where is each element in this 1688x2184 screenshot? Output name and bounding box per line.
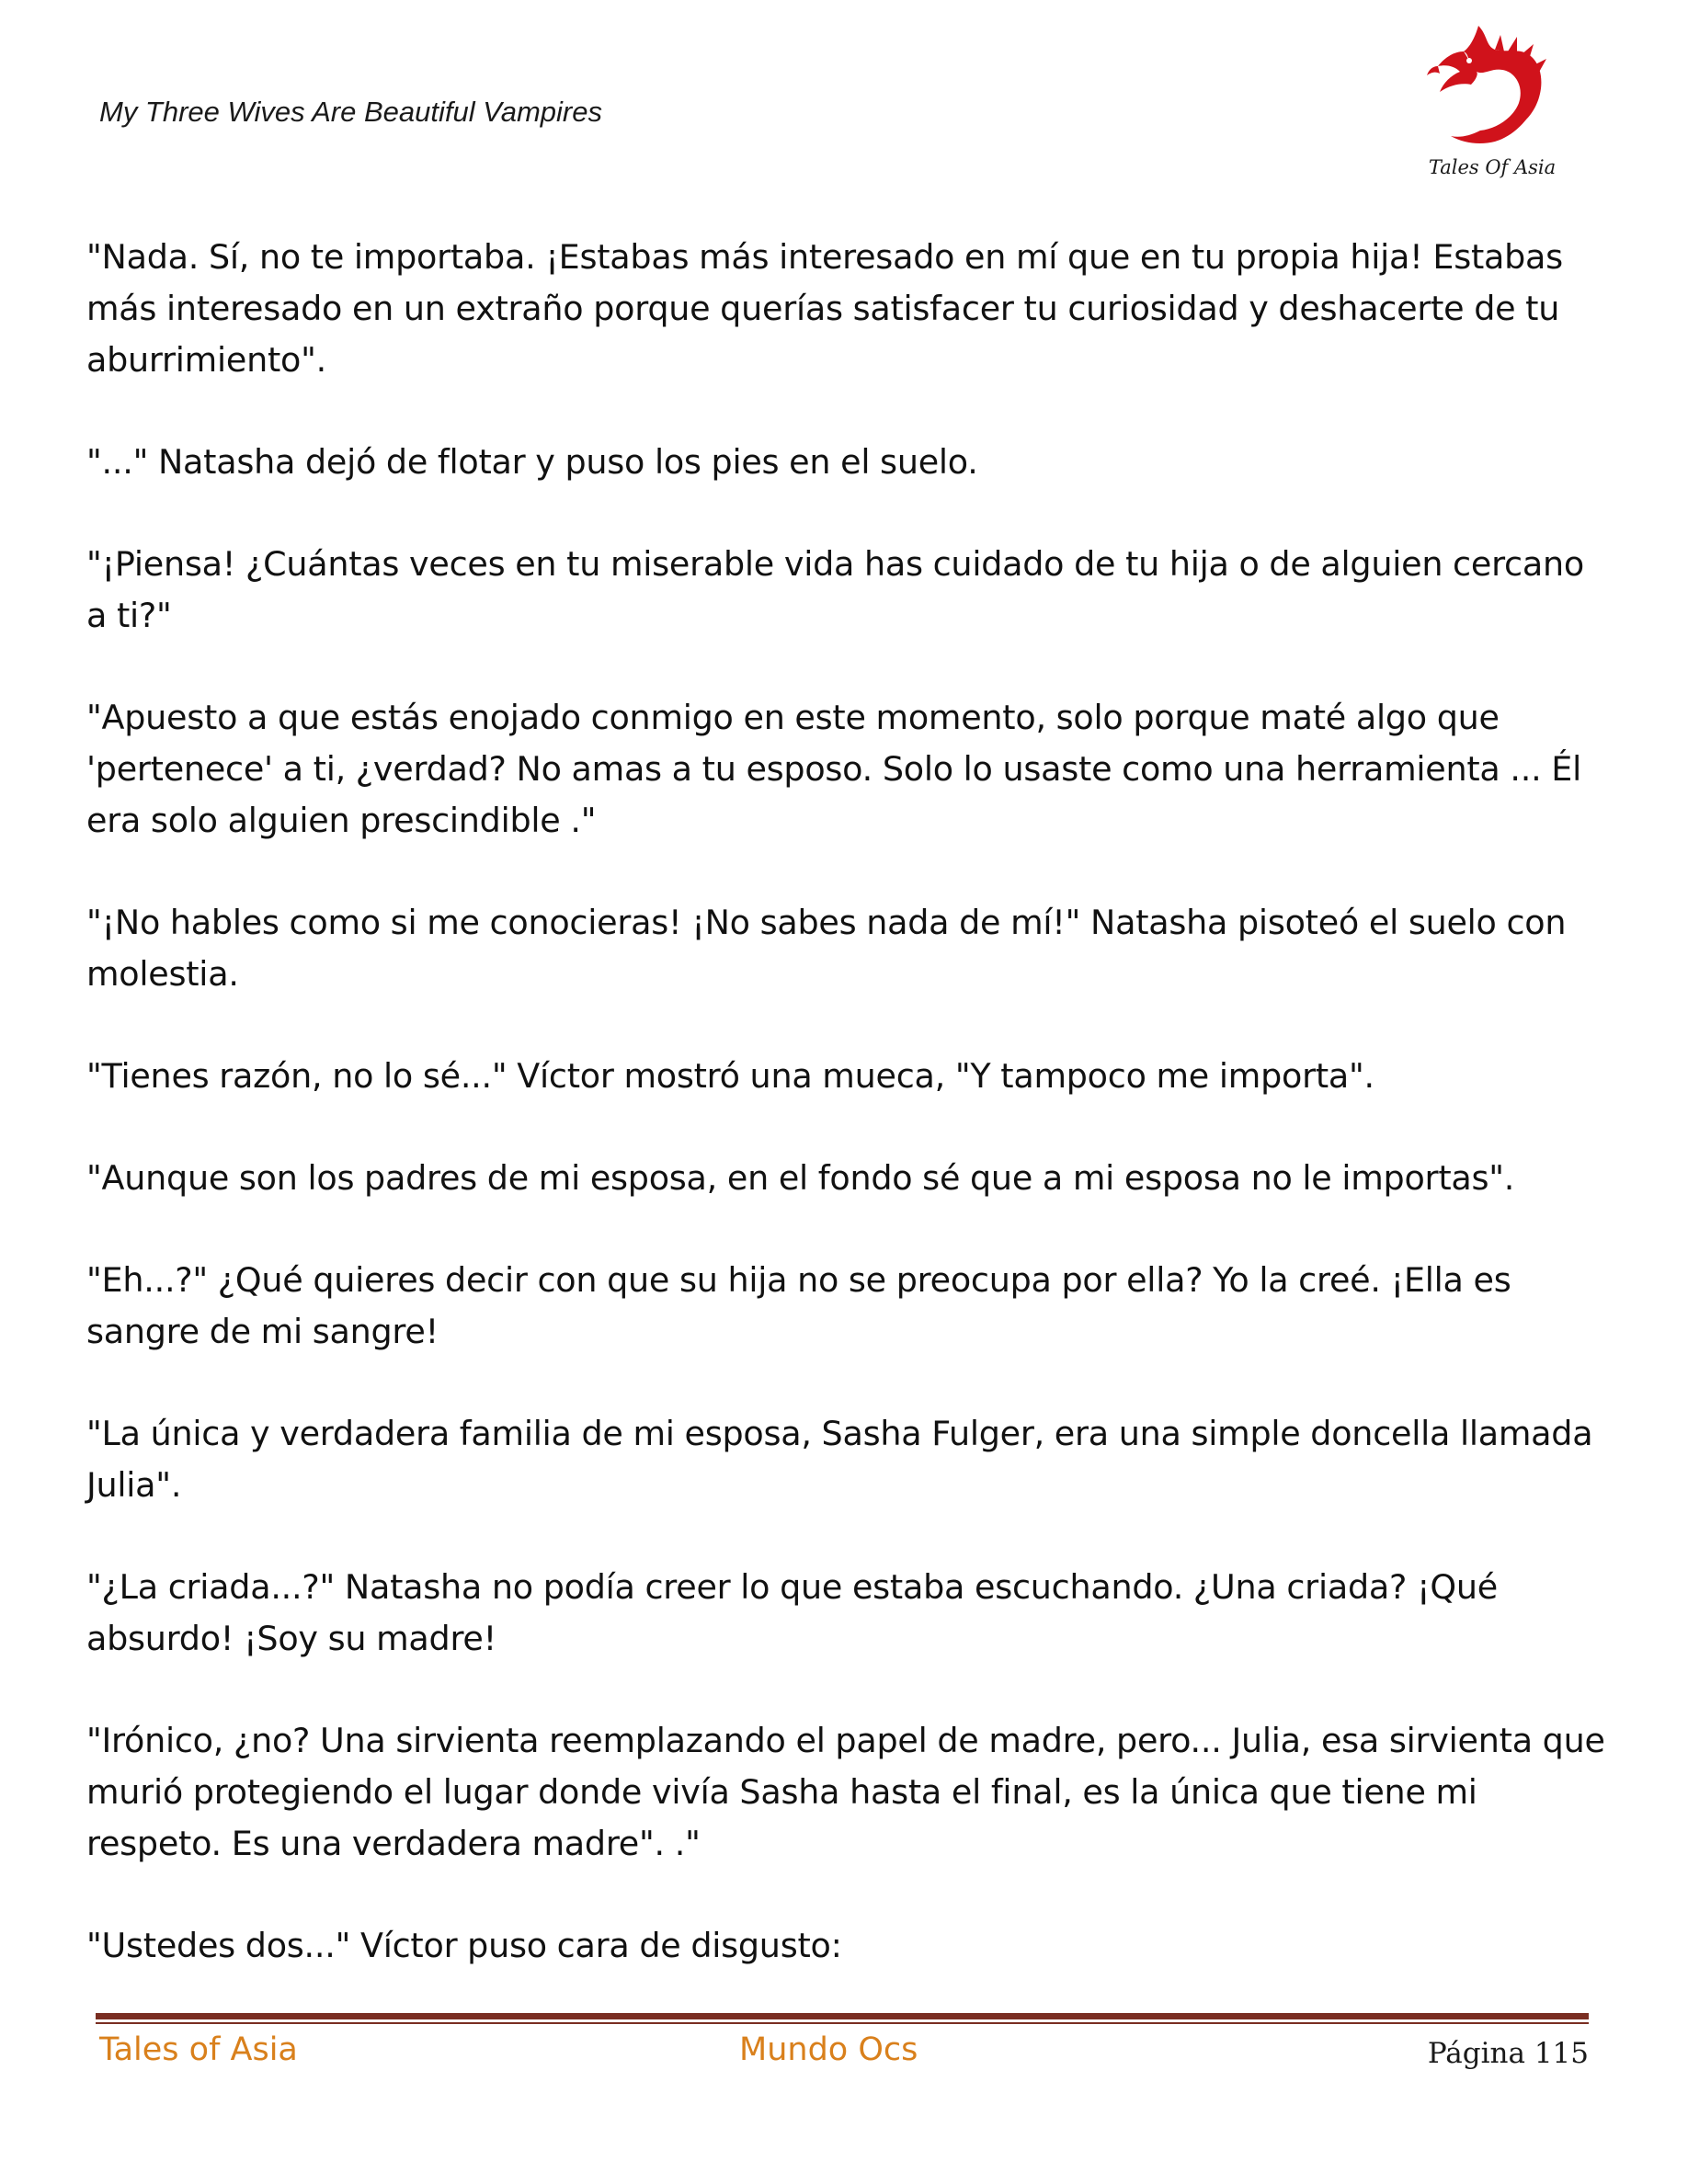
paragraph: "La única y verdadera familia de mi esposa, Sasha Fulger, era una simple doncella llamada Julia". (86, 1414, 1593, 1505)
footer-divider-thick (96, 2013, 1589, 2019)
paragraph: "¡No hables como si me conocieras! ¡No sabes nada de mí!" Natasha pisoteó el suelo con molestia. (86, 903, 1567, 994)
red-dragon-logo-icon (1423, 18, 1561, 156)
page-body (86, 232, 1613, 2022)
paragraph: "Apuesto a que estás enojado conmigo en este momento, solo porque maté algo que 'pertenece' a ti, ¿verdad? No amas a tu esposo. Solo lo usaste como una herramienta ... Él era solo alguien prescindible ." (86, 698, 1582, 840)
paragraph: "Tienes razón, no lo sé..." Víctor mostró una mueca, "Y tampoco me importa". (86, 1056, 1374, 1096)
paragraph: "Eh...?" ¿Qué quieres decir con que su hija no se preocupa por ella? Yo la creé. ¡Ella es sangre de mi sangre! (86, 1260, 1511, 1351)
tales-of-asia-logo (1423, 18, 1561, 184)
paragraph: "Aunque son los padres de mi esposa, en el fondo sé que a mi esposa no le importas". (86, 1158, 1515, 1198)
paragraph: "Nada. Sí, no te importaba. ¡Estabas más interesado en mí que en tu propia hija! Estabas más interesado en un extraño porque querías satisfacer tu curiosidad y deshacerte de tu aburrimiento". (86, 237, 1563, 380)
footer-divider-thin (96, 2022, 1589, 2024)
logo-text: Tales Of Asia (1428, 156, 1557, 178)
paragraph: "¡Piensa! ¿Cuántas veces en tu miserable vida has cuidado de tu hija o de alguien cercano a ti?" (86, 544, 1584, 635)
footer-group: Mundo Ocs (739, 2031, 918, 2068)
paragraph: "¿La criada...?" Natasha no podía creer lo que estaba escuchando. ¿Una criada? ¡Qué absurdo! ¡Soy su madre! (86, 1567, 1498, 1658)
paragraph: "..." Natasha dejó de flotar y puso los pies en el suelo. (86, 442, 978, 482)
paragraph: "Irónico, ¿no? Una sirvienta reemplazando el papel de madre, pero... Julia, esa sirvienta que murió protegiendo el lugar donde vivía Sasha hasta el final, es la única que tiene mi respeto. Es una verdadera madre". ." (86, 1721, 1605, 1863)
running-header-title: My Three Wives Are Beautiful Vampires (99, 96, 602, 128)
paragraph: "Ustedes dos..." Víctor puso cara de disgusto: (86, 1926, 842, 1965)
footer-publisher: Tales of Asia (99, 2031, 298, 2068)
page-number: Página 115 (1427, 2037, 1589, 2070)
